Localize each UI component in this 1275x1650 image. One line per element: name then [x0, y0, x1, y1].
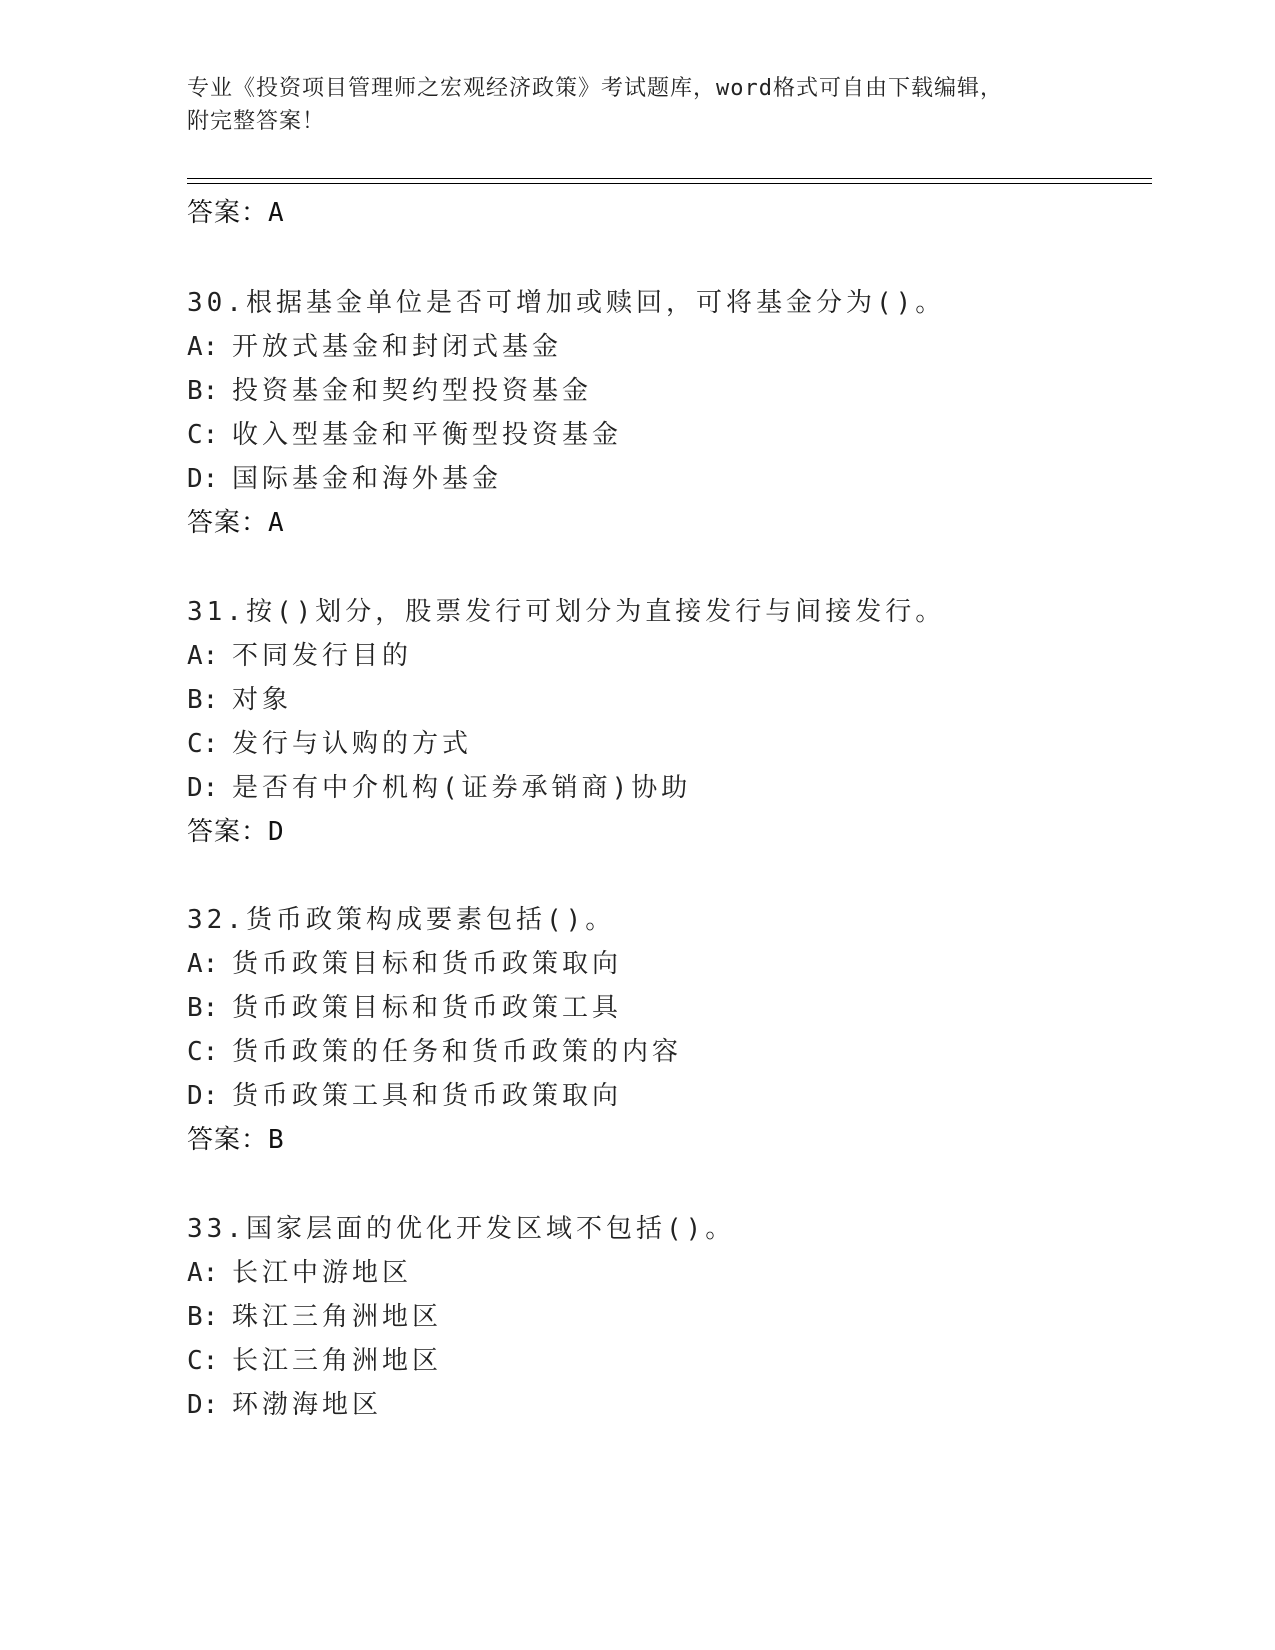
option-key: C:: [187, 420, 219, 450]
header-divider-bottom: [187, 183, 1152, 184]
answer-label: 答案：: [187, 817, 269, 847]
option-key: C:: [187, 729, 219, 759]
option-a: [187, 1252, 412, 1289]
question-stem: 33.国家层面的优化开发区域不包括()。: [187, 1214, 736, 1244]
option-key: A:: [187, 641, 219, 671]
option-text: 国际基金和海外基金: [232, 464, 503, 494]
option-d: [187, 767, 691, 804]
option-c: [187, 1031, 682, 1068]
option-text: 投资基金和契约型投资基金: [232, 376, 593, 406]
answer-value: A: [268, 198, 285, 228]
answer-label: 答案：: [187, 198, 269, 228]
option-text: 环渤海地区: [232, 1390, 383, 1420]
option-a: [187, 326, 562, 363]
option-d: [187, 1075, 622, 1112]
option-b: [187, 1296, 442, 1333]
option-key: B:: [187, 1302, 219, 1332]
document-header: [187, 72, 1067, 138]
option-key: A:: [187, 1258, 219, 1288]
option-key: A:: [187, 332, 219, 362]
answer-value: D: [268, 817, 285, 847]
option-key: C:: [187, 1037, 219, 1067]
option-key: B:: [187, 993, 219, 1023]
option-text: 货币政策目标和货币政策工具: [232, 993, 623, 1023]
option-c: [187, 1340, 442, 1377]
option-text: 货币政策工具和货币政策取向: [232, 1081, 623, 1111]
option-text: 长江中游地区: [232, 1258, 413, 1288]
option-key: D:: [187, 1081, 219, 1111]
answer-line: [187, 192, 285, 229]
header-divider-top: [187, 178, 1152, 179]
answer-label: 答案：: [187, 508, 269, 538]
option-text: 收入型基金和平衡型投资基金: [232, 420, 623, 450]
option-text: 长江三角洲地区: [232, 1346, 443, 1376]
option-b: [187, 370, 592, 407]
option-text: 不同发行目的: [232, 641, 413, 671]
header-line-2: 附完整答案！: [187, 109, 326, 134]
answer-line: [187, 1119, 285, 1156]
option-d: [187, 458, 502, 495]
answer-label: 答案：: [187, 1125, 269, 1155]
answer-value: B: [268, 1125, 285, 1155]
header-line-1: 专业《投资项目管理师之宏观经济政策》考试题库，word格式可自由下载编辑，: [187, 76, 1003, 101]
option-a: [187, 943, 622, 980]
option-text: 货币政策目标和货币政策取向: [232, 949, 623, 979]
answer-value: A: [268, 508, 285, 538]
option-key: A:: [187, 949, 219, 979]
question-stem: 31.按()划分，股票发行可划分为直接发行与间接发行。: [187, 597, 946, 627]
option-text: 对象: [232, 685, 293, 715]
option-text: 珠江三角洲地区: [232, 1302, 443, 1332]
option-key: D:: [187, 773, 219, 803]
option-key: B:: [187, 376, 219, 406]
option-a: [187, 635, 412, 672]
option-b: [187, 679, 292, 716]
option-d: [187, 1384, 382, 1421]
answer-line: [187, 811, 285, 848]
option-c: [187, 414, 622, 451]
answer-line: [187, 502, 285, 539]
option-text: 货币政策的任务和货币政策的内容: [232, 1037, 683, 1067]
question-stem: 30.根据基金单位是否可增加或赎回，可将基金分为()。: [187, 288, 946, 318]
option-text: 是否有中介机构(证券承销商)协助: [232, 773, 692, 803]
question-stem: 32.货币政策构成要素包括()。: [187, 905, 616, 935]
option-key: B:: [187, 685, 219, 715]
option-text: 发行与认购的方式: [232, 729, 473, 759]
option-key: D:: [187, 1390, 219, 1420]
option-text: 开放式基金和封闭式基金: [232, 332, 563, 362]
option-c: [187, 723, 472, 760]
option-key: C:: [187, 1346, 219, 1376]
option-b: [187, 987, 622, 1024]
option-key: D:: [187, 464, 219, 494]
